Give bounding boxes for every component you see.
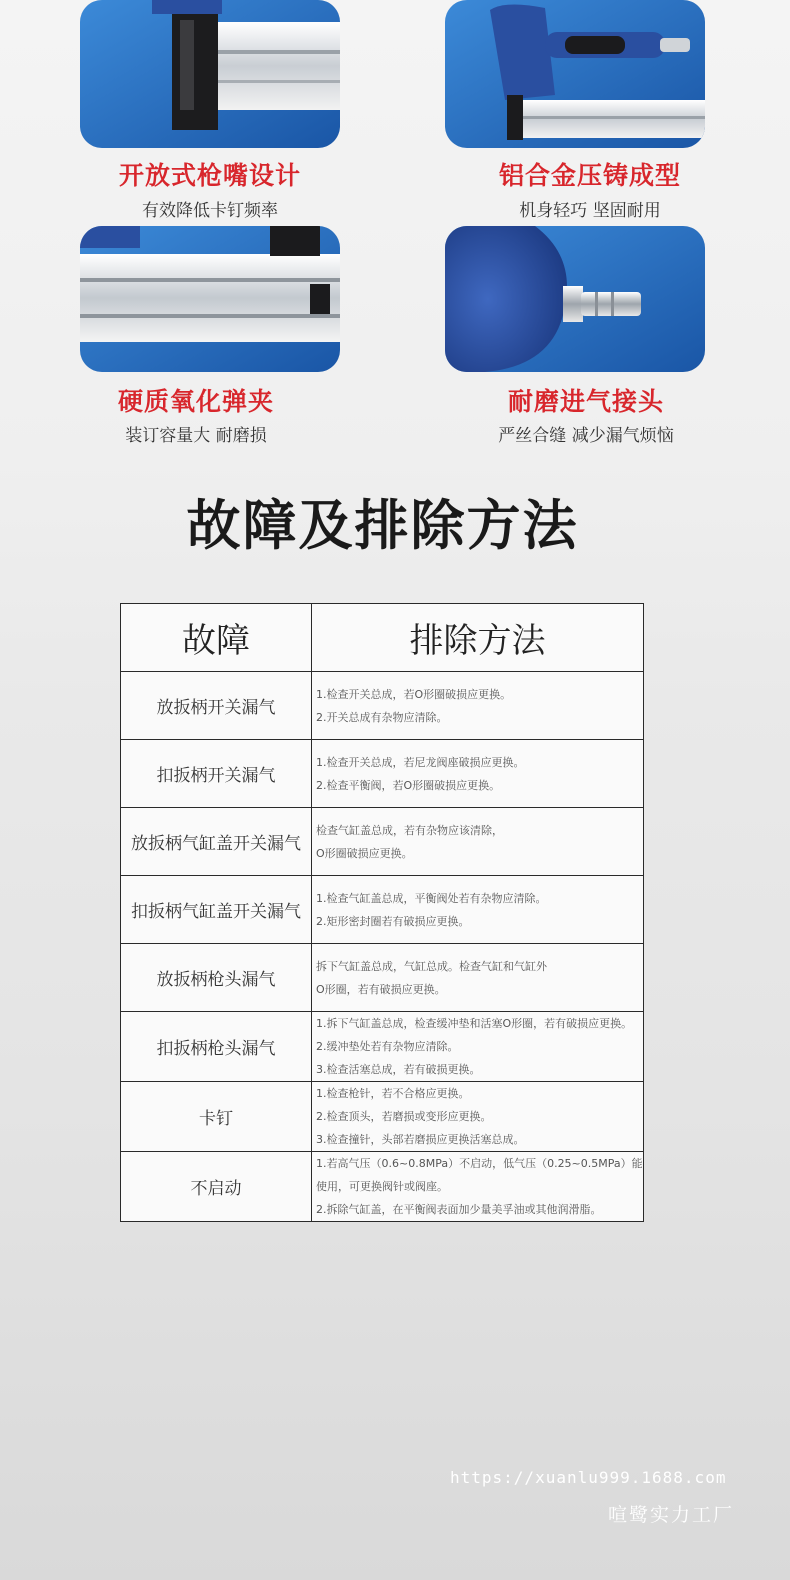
remedy-cell bbox=[312, 808, 644, 876]
watermark-url: https://xuanlu999.1688.com bbox=[450, 1468, 727, 1487]
table-row bbox=[121, 1082, 644, 1152]
remedy-line: 2.矩形密封圈若有破损应更换。 bbox=[316, 914, 470, 928]
table-row bbox=[121, 876, 644, 944]
remedy-cell bbox=[312, 1012, 644, 1082]
fault-cell: 放扳柄枪头漏气 bbox=[121, 944, 312, 1012]
table-row bbox=[121, 1152, 644, 1222]
remedy-line: 2.开关总成有杂物应清除。 bbox=[316, 710, 448, 724]
remedy-line: 检查气缸盖总成，若有杂物应该清除， bbox=[316, 823, 503, 837]
feature-subtitle: 机身轻巧 坚固耐用 bbox=[519, 201, 661, 221]
remedy-line: 拆下气缸盖总成，气缸总成。检查气缸和气缸外 bbox=[316, 959, 547, 973]
fault-cell: 放扳柄开关漏气 bbox=[121, 672, 312, 740]
feature-title: 开放式枪嘴设计 bbox=[118, 161, 301, 190]
fault-cell: 扣扳柄枪头漏气 bbox=[121, 1012, 312, 1082]
remedy-line: 1.检查气缸盖总成，平衡阀处若有杂物应清除。 bbox=[316, 891, 547, 905]
table-row bbox=[121, 1012, 644, 1082]
troubleshooting-table bbox=[120, 603, 644, 1222]
remedy-line: 2.检查顶头，若磨损或变形应更换。 bbox=[316, 1110, 492, 1123]
table-row bbox=[121, 672, 644, 740]
fault-cell: 不启动 bbox=[121, 1152, 312, 1222]
product-photo-magazine bbox=[80, 226, 340, 372]
column-header-fault: 故障 bbox=[121, 604, 312, 672]
remedy-line: 使用，可更换阀针或阀座。 bbox=[316, 1180, 448, 1193]
table-header-row bbox=[121, 604, 644, 672]
remedy-line: 3.检查撞针，头部若磨损应更换活塞总成。 bbox=[316, 1133, 525, 1146]
feature-subtitle: 有效降低卡钉频率 bbox=[142, 201, 278, 221]
remedy-line: 1.若高气压（0.6~0.8MPa）不启动，低气压（0.25~0.5MPa）能 bbox=[316, 1157, 643, 1170]
remedy-cell bbox=[312, 1152, 644, 1222]
fault-cell: 扣扳柄气缸盖开关漏气 bbox=[121, 876, 312, 944]
remedy-line: 1.拆下气缸盖总成，检查缓冲垫和活塞O形圈，若有破损应更换。 bbox=[316, 1017, 633, 1030]
remedy-line: 2.缓冲垫处若有杂物应清除。 bbox=[316, 1040, 459, 1053]
remedy-line: 1.检查开关总成，若O形圈破损应更换。 bbox=[316, 687, 512, 701]
product-photo-nozzle bbox=[80, 0, 340, 148]
section-title: 故障及排除方法 bbox=[186, 494, 579, 557]
table-row bbox=[121, 740, 644, 808]
column-header-remedy: 排除方法 bbox=[312, 604, 644, 672]
feature-title: 耐磨进气接头 bbox=[507, 387, 664, 416]
table-row bbox=[121, 944, 644, 1012]
remedy-cell bbox=[312, 740, 644, 808]
remedy-line: O形圈破损应更换。 bbox=[316, 846, 413, 860]
remedy-cell bbox=[312, 1082, 644, 1152]
product-photo-body bbox=[445, 0, 705, 148]
remedy-line: 2.拆除气缸盖，在平衡阀表面加少量美孚油或其他润滑脂。 bbox=[316, 1203, 602, 1216]
feature-subtitle: 装订容量大 耐磨损 bbox=[125, 426, 267, 446]
remedy-cell bbox=[312, 672, 644, 740]
fault-cell: 放扳柄气缸盖开关漏气 bbox=[121, 808, 312, 876]
remedy-line: 1.检查枪针，若不合格应更换。 bbox=[316, 1087, 470, 1100]
remedy-cell bbox=[312, 876, 644, 944]
feature-title: 硬质氧化弹夹 bbox=[117, 387, 274, 416]
remedy-cell bbox=[312, 944, 644, 1012]
fault-cell: 卡钉 bbox=[121, 1082, 312, 1152]
feature-title: 铝合金压铸成型 bbox=[498, 161, 681, 190]
feature-subtitle: 严丝合缝 减少漏气烦恼 bbox=[498, 426, 674, 446]
table-row bbox=[121, 808, 644, 876]
product-photo-air-inlet bbox=[445, 226, 705, 372]
remedy-line: 1.检查开关总成，若尼龙阀座破损应更换。 bbox=[316, 755, 525, 769]
remedy-line: O形圈，若有破损应更换。 bbox=[316, 982, 446, 996]
fault-cell: 扣扳柄开关漏气 bbox=[121, 740, 312, 808]
remedy-line: 2.检查平衡阀，若O形圈破损应更换。 bbox=[316, 778, 501, 792]
remedy-line: 3.检查活塞总成，若有破损更换。 bbox=[316, 1063, 481, 1076]
watermark-shop-name: 喧鹭实力工厂 bbox=[608, 1504, 735, 1526]
